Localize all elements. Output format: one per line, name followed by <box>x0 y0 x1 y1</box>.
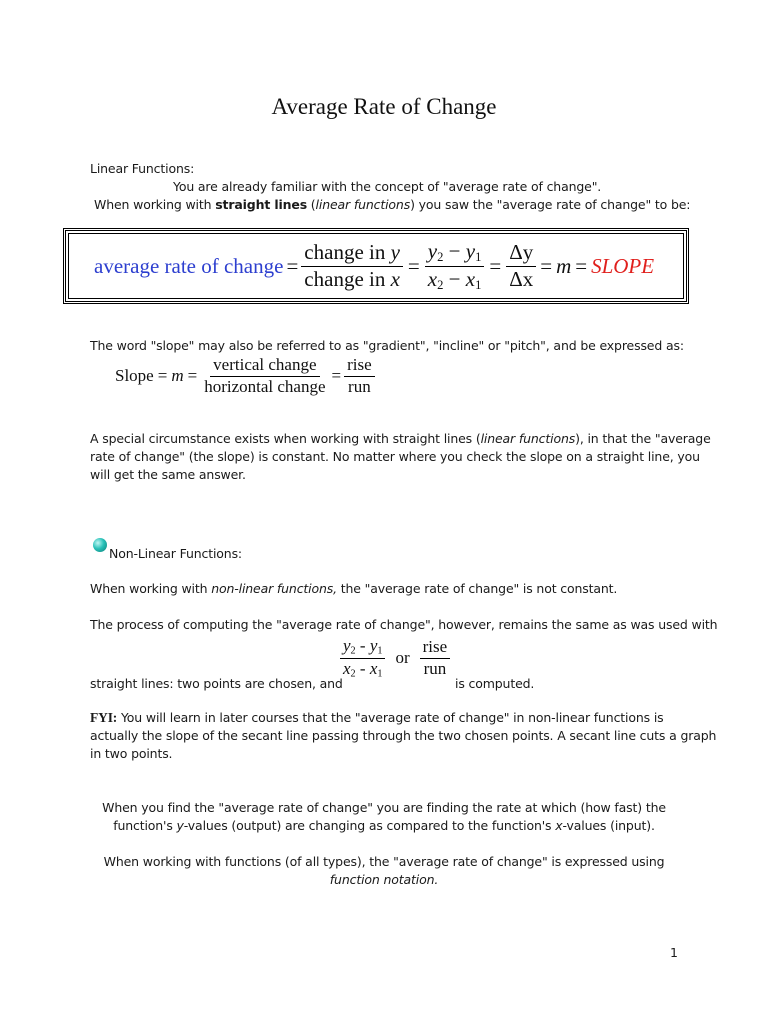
nonlinear-para3a: straight lines: two points are chosen, and <box>90 676 343 691</box>
fyi-line2: actually the slope of the secant line passing through the two chosen points. A secant line cuts a graph <box>90 728 717 743</box>
bullet-ball-icon <box>93 538 107 552</box>
text-run: When working with <box>94 197 216 212</box>
subscript: 2 <box>437 249 444 264</box>
fraction-denominator: run <box>348 376 371 396</box>
subscript: 2 <box>350 645 356 657</box>
y2-var: y <box>343 636 351 655</box>
page-number: 1 <box>670 945 678 960</box>
equals-sign: = <box>187 366 198 386</box>
fraction-denominator: run <box>423 658 447 678</box>
minus-sign: − <box>443 266 466 291</box>
italic-text: function notation. <box>329 872 439 887</box>
equals-sign: = <box>489 253 502 278</box>
minus-sign: − <box>443 238 466 263</box>
y1-var: y <box>465 238 476 263</box>
den-var: x <box>390 266 400 291</box>
subscript: 2 <box>437 277 444 292</box>
coordinate-fraction <box>425 240 485 293</box>
subscript: 1 <box>377 668 383 680</box>
nonlinear-para2: The process of computing the "average rate of change", however, remains the same as was used with <box>90 617 718 632</box>
nonlinear-para1 <box>90 581 617 596</box>
fraction-numerator: rise <box>344 356 375 377</box>
equals-sign: = <box>331 366 342 386</box>
equals-sign: = <box>286 253 299 278</box>
coordinate-fraction <box>340 637 385 680</box>
equals-sign: = <box>407 253 420 278</box>
rise-run-fraction <box>344 356 375 396</box>
text-run: the "average rate of change" is not constant. <box>336 581 618 596</box>
formula-label: average rate of change <box>94 253 284 278</box>
slope-paragraph: The word "slope" may also be referred to as "gradient", "incline" or "pitch", and be expressed as: <box>90 338 684 353</box>
fraction-numerator: Δy <box>506 241 536 266</box>
x2-var: x <box>427 266 438 291</box>
fraction-denominator <box>425 267 485 293</box>
m-var: m <box>556 253 572 278</box>
italic-text: linear functions <box>315 197 411 212</box>
slope-label: SLOPE <box>591 253 655 278</box>
linear-line2 <box>94 197 690 212</box>
average-rate-formula <box>94 236 654 296</box>
italic-text: linear functions <box>480 431 576 446</box>
centered-a1: When you find the "average rate of change" you are finding the rate at which (how fast) the <box>102 800 666 815</box>
subscript: 1 <box>475 277 482 292</box>
fyi-label: FYI: <box>90 710 118 725</box>
den-text: change in <box>304 266 391 291</box>
linear-line1: You are already familiar with the concept of "average rate of change". <box>173 179 602 194</box>
y2-var: y <box>427 238 438 263</box>
fyi-line3: in two points. <box>90 746 173 761</box>
slope-word: Slope <box>115 366 154 386</box>
text-run: ), in that the "average <box>575 431 711 446</box>
fraction-numerator <box>425 240 485 267</box>
subscript: 1 <box>377 645 383 657</box>
m-var: m <box>171 366 184 386</box>
bold-text: straight lines <box>215 197 307 212</box>
subscript: 2 <box>350 668 356 680</box>
fraction-numerator: vertical change <box>210 356 319 377</box>
subscript: 1 <box>475 249 482 264</box>
delta-fraction <box>506 241 536 290</box>
text-run: ) you saw the "average rate of change" to be: <box>410 197 691 212</box>
fraction-numerator <box>301 241 403 266</box>
text-run: function's <box>113 818 177 833</box>
fraction-denominator: $x_2 - x_1$ <box>343 658 383 680</box>
y-var: y <box>176 818 184 833</box>
text-run: -values (output) are changing as compared to the function's <box>183 818 556 833</box>
text-run: -values (input). <box>562 818 655 833</box>
num-text: change in <box>304 240 391 265</box>
num-var: y <box>390 240 400 265</box>
nonlinear-heading: Non-Linear Functions: <box>109 546 242 561</box>
centered-b2 <box>0 872 768 887</box>
x2-var: x <box>343 658 351 678</box>
equals-sign: = <box>157 366 168 386</box>
fyi-line1 <box>90 710 664 726</box>
special-line3: will get the same answer. <box>90 467 246 482</box>
fraction-denominator: Δx <box>509 266 534 291</box>
x-var: x <box>555 818 563 833</box>
fraction-numerator: rise <box>420 638 451 659</box>
x1-var: x <box>369 658 378 678</box>
equals-sign: = <box>575 253 588 278</box>
equals-sign: = <box>540 253 553 278</box>
special-line2: rate of change" (the slope) is constant. No matter where you check the slope on a straight line, you <box>90 449 700 464</box>
x1-var: x <box>465 266 476 291</box>
fraction-denominator <box>301 267 403 291</box>
text-run: ( <box>306 197 316 212</box>
text-run: You will learn in later courses that the "average rate of change" in non-linear functions is <box>117 710 664 725</box>
or-word: or <box>395 648 410 668</box>
rise-run-fraction <box>420 638 451 678</box>
formula-box <box>63 228 689 304</box>
italic-text: non-linear functions, <box>211 581 337 596</box>
inline-formula <box>340 637 450 680</box>
change-fraction <box>301 241 403 290</box>
nonlinear-para3b: is computed. <box>455 676 535 691</box>
centered-b1: When working with functions (of all types), the "average rate of change" is expressed using <box>103 854 665 869</box>
y1-var: y <box>369 636 378 655</box>
text-run: When working with <box>90 581 212 596</box>
fraction-numerator: $y_2 - y_1$ <box>340 637 385 659</box>
centered-a2 <box>0 818 768 833</box>
change-fraction <box>201 356 328 396</box>
special-line1 <box>90 431 711 446</box>
text-run: A special circumstance exists when working with straight lines ( <box>90 431 481 446</box>
linear-heading: Linear Functions: <box>90 161 195 176</box>
slope-formula <box>115 356 375 396</box>
fraction-denominator: horizontal change <box>204 376 326 396</box>
page-title: Average Rate of Change <box>271 94 497 119</box>
